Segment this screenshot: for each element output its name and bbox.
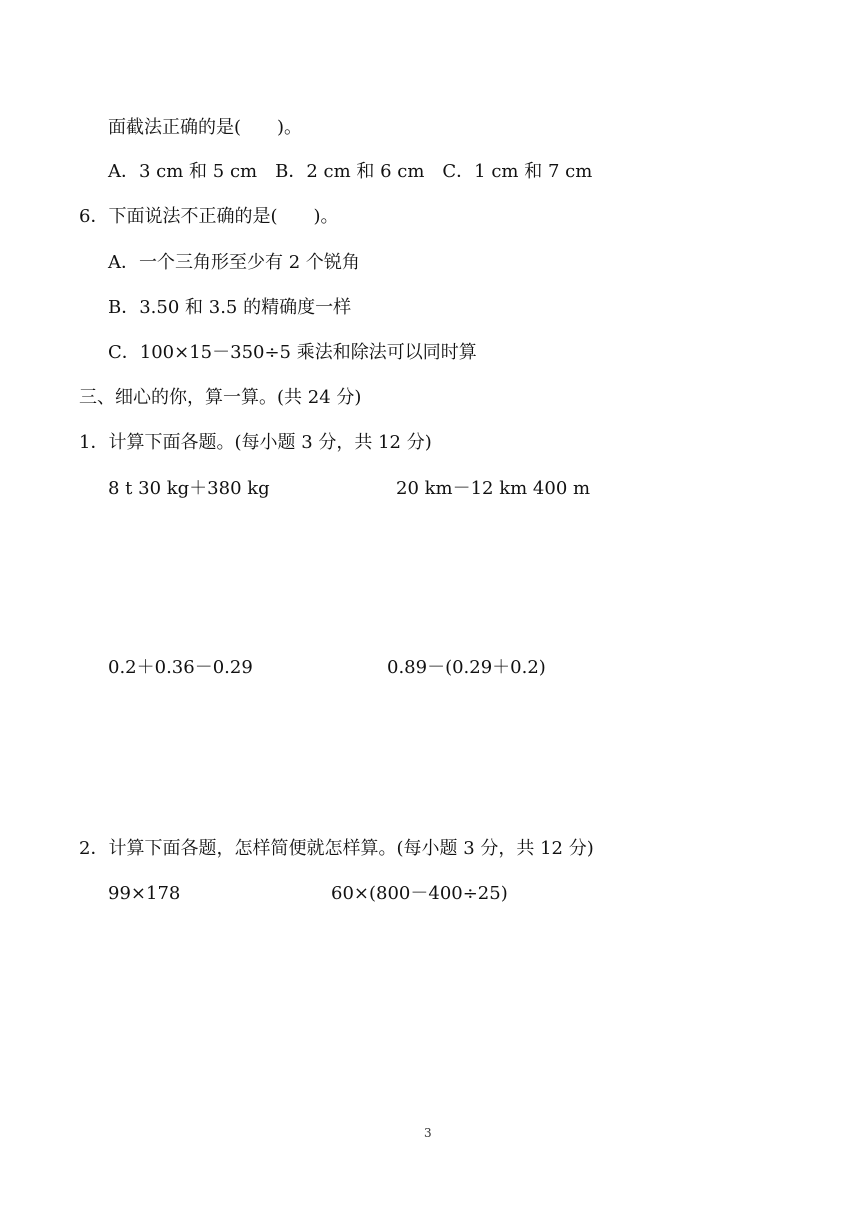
- problem-1-item-a: 8 t 30 kg＋380 kg: [108, 478, 270, 499]
- problem-1-stem: 1．计算下面各题。(每小题 3 分，共 12 分): [79, 432, 432, 453]
- problem-2-stem: 2．计算下面各题，怎样简便就怎样算。(每小题 3 分，共 12 分): [79, 838, 594, 859]
- page-number: 3: [424, 1126, 432, 1140]
- problem-1-item-d: 0.89－(0.29＋0.2): [387, 657, 546, 678]
- problem-2-item-a: 99×178: [108, 883, 181, 904]
- problem-2-item-b: 60×(800－400÷25): [331, 883, 508, 904]
- question-6-option-a: A．一个三角形至少有 2 个锐角: [108, 252, 360, 273]
- problem-1-item-b: 20 km－12 km 400 m: [396, 478, 591, 499]
- question-6-option-c: C．100×15－350÷5 乘法和除法可以同时算: [108, 342, 477, 363]
- question-6-stem: 6．下面说法不正确的是( )。: [79, 206, 339, 227]
- question-5-options: A．3 cm 和 5 cm B．2 cm 和 6 cm C．1 cm 和 7 cm: [108, 161, 593, 182]
- section-3-heading: 三、细心的你，算一算。(共 24 分): [79, 387, 362, 408]
- question-5-continuation: 面截法正确的是( )。: [108, 117, 303, 138]
- question-6-option-b: B．3.50 和 3.5 的精确度一样: [108, 297, 352, 318]
- problem-1-item-c: 0.2＋0.36－0.29: [108, 657, 253, 678]
